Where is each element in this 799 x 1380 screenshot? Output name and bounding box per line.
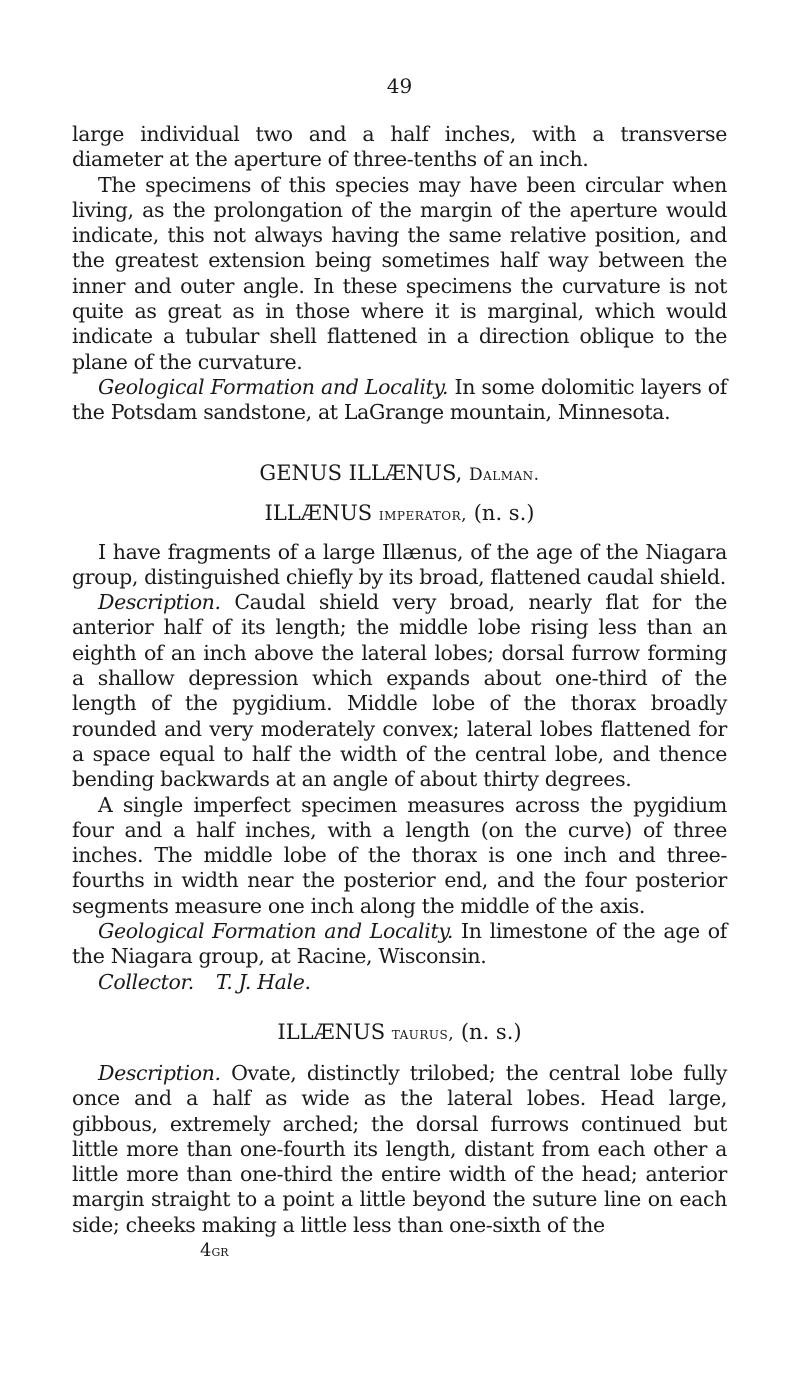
species-heading-taurus: [72, 1019, 727, 1047]
paragraph-description-taurus: [72, 1061, 727, 1238]
species-genus: ILLÆNUS: [264, 500, 379, 525]
species-status: (n. s.): [454, 1019, 522, 1044]
paragraph-description-imperator: [72, 590, 727, 792]
formation-text: In limestone of the age of the Niagara group, at Racine, Wisconsin.: [72, 919, 727, 969]
collector-line: [72, 970, 727, 995]
signature-letters: gr: [211, 1241, 229, 1260]
paragraph-intro: I have fragments of a large Illænus, of the age of the Niagara group, distinguished chiefly by its broad, flattened caudal shield.: [72, 539, 727, 589]
species-epithet: imperator,: [378, 504, 468, 525]
paragraph-continuation: large individual two and a half inches, with a transverse diameter at the aperture of three-tenths of an inch.: [72, 122, 727, 172]
description-label: Description.: [98, 590, 221, 615]
formation-label: Geological Formation and Locality.: [98, 919, 454, 944]
paragraph-specimens: The specimens of this species may have been circular when living, as the prolongation of the margin of the aperture would indicate, this not always having the same relative position, and the greatest extension being sometimes half way between the inner and outer angle. In these specimens the curvature is not quite as great as in those where it is marginal, which would indicate a tubular shell flattened in a direction oblique to the plane of the curvature.: [72, 172, 727, 374]
paragraph-formation-locality-2: [72, 919, 727, 970]
description-text: Caudal shield very broad, nearly flat for the anterior half of its length; the middle lobe rising less than an eighth of an inch above the lateral lobes; dorsal furrow forming a shallow depression which expands about one-third of the length of the pygidium. Middle lobe of the thorax broadly rounded and very moderately convex; lateral lobes flattened for a space equal to half the width of the central lobe, and thence bending backwards at an angle of about thirty degrees.: [72, 590, 727, 792]
description-text: Ovate, distinctly trilobed; the central lobe fully once and a half as wide as the lateral lobes. Head large, gibbous, extremely arched; the dorsal furrows continued but little more than one-fourth its length, distant from each other a little more than one-third the entire width of the head; anterior margin straight to a point a little beyond the suture line on each side; cheeks making a little less than one-sixth of the: [72, 1060, 727, 1237]
signature-mark: [72, 1240, 727, 1261]
formation-text: In some dolomitic layers of the Potsdam sandstone, at LaGrange mountain, Minnesota.: [72, 374, 727, 425]
paragraph-measurements: A single imperfect specimen measures across the pygidium four and a half inches, with a length (on the curve) of three inches. The middle lobe of the thorax is one inch and three-fourths in width near the posterior end, and the four posterior segments measure one inch along the middle of the axis.: [72, 792, 727, 918]
species-heading-imperator: [72, 500, 727, 528]
paragraph-formation-locality-1: [72, 375, 727, 426]
collector-name: T. J. Hale.: [215, 969, 311, 994]
formation-label: Geological Formation and Locality.: [98, 374, 449, 399]
species-status: (n. s.): [467, 500, 535, 525]
genus-author: Dalman.: [468, 464, 540, 485]
species-genus: ILLÆNUS: [277, 1019, 392, 1044]
species-epithet: taurus,: [391, 1023, 455, 1044]
page-number: 49: [386, 74, 413, 98]
collector-label: Collector.: [98, 969, 194, 994]
genus-title: GENUS ILLÆNUS,: [259, 460, 469, 485]
signature-number: 4: [200, 1239, 212, 1261]
description-label: Description.: [98, 1060, 221, 1085]
genus-heading: [72, 460, 727, 488]
